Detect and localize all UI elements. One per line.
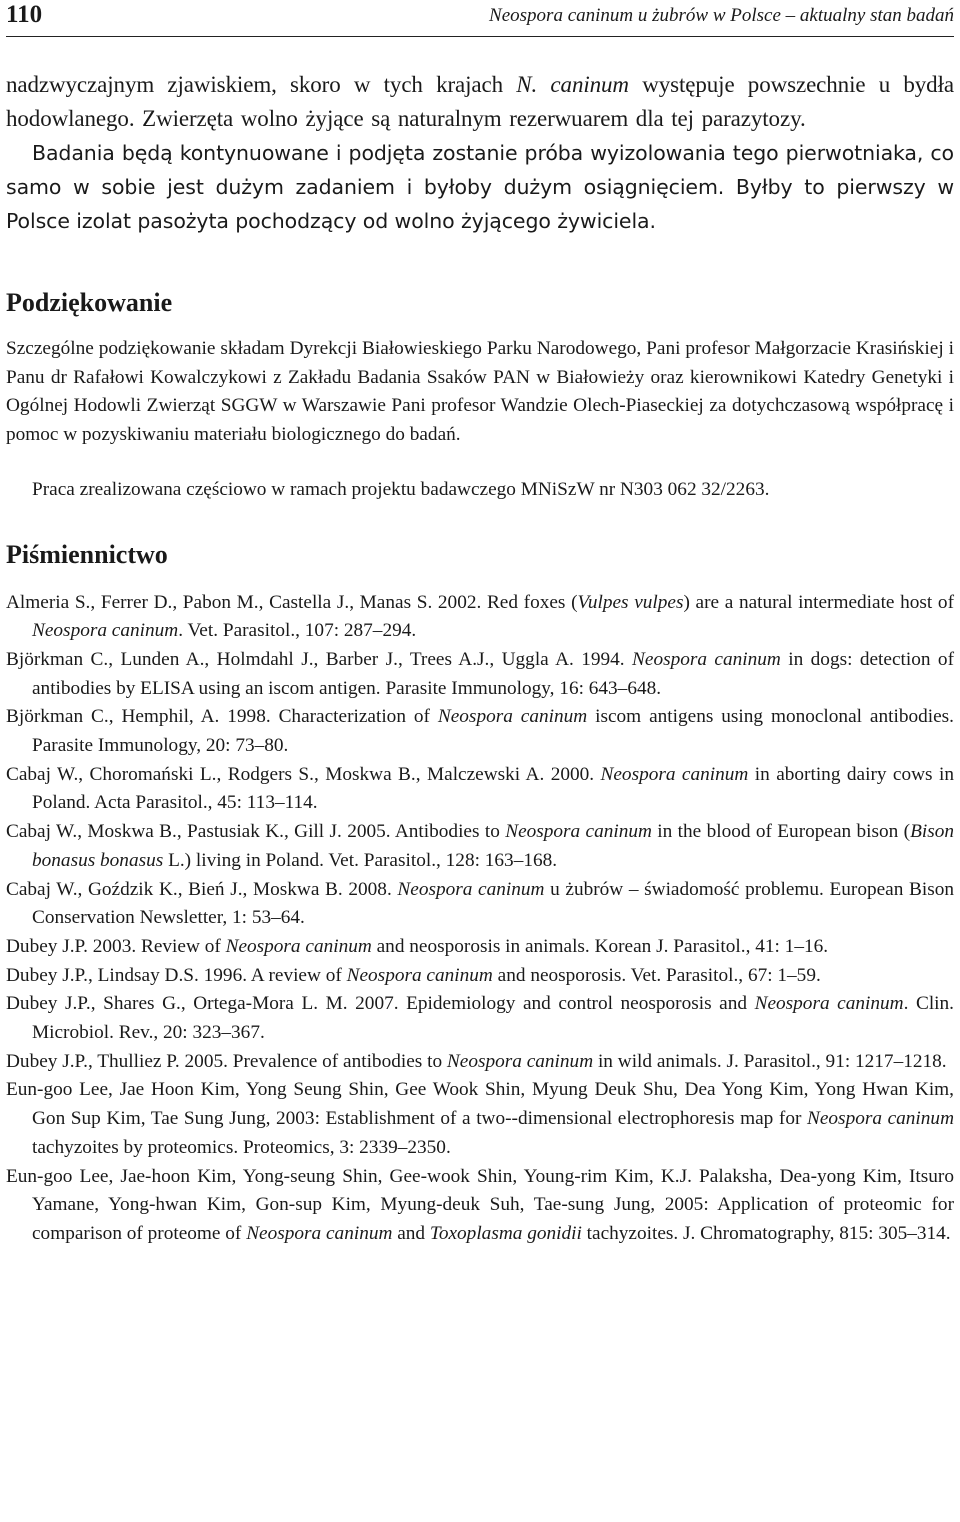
ref-italic: Neospora caninum [225,935,372,957]
ref-text: Dubey J.P., Lindsay D.S. 1996. A review of [6,964,347,986]
intro-text-1: nadzwyczajnym zjawiskiem, skoro w tych krajach [6,72,517,97]
ref-italic: Neospora caninum [505,821,652,843]
ref-italic: Neospora caninum [32,620,179,642]
ref-text: ) are a natural intermediate host of [683,591,954,613]
ref-text: Eun-goo Lee, Jae-hoon Kim, Yong-seung Shin, Gee-wook Shin, Young-rim Kim, K.J. Palaksha, Dea-yong Kim, Itsuro Yamane, Yong-hwan Kim, Gon-sup Kim, Myung-deuk Suh, Tae-sung Jung, 2005: Application of proteomic for comparison of proteome of [6,1165,954,1244]
ref-text: in dogs: detection of antibodies by ELISA using an iscom antigen. Parasite Immunology, 16: 643–648. [32,648,954,699]
ref-italic: Vulpes vulpes [577,591,684,613]
ref-italic: Neospora caninum [446,1050,594,1072]
running-title: Neospora caninum u żubrów w Polsce – aktualny stan badań [489,5,954,26]
ref-text: Cabaj W., Moskwa B., Pastusiak K., Gill J. 2005. Antibodies to [6,821,506,843]
reference-item [6,876,954,933]
reference-list [6,589,954,1249]
ref-text: . Clin. Microbiol. Rev., 20: 323–367. [32,993,954,1044]
intro-species-italic: N. caninum [516,72,629,97]
ref-italic: Neospora caninum [246,1222,393,1244]
ref-italic: Neospora caninum [754,993,904,1015]
ref-italic: Neospora caninum [600,763,749,785]
ref-text: Cabaj W., Goździk K., Bień J., Moskwa B. 2008. [6,878,398,900]
page-header [6,0,954,37]
ref-text: u żubrów – świadomość problemu. European Bison Conservation Newsletter, 1: 53–64. [32,878,955,929]
ref-text: iscom antigens using monoclonal antibodies. Parasite Immunology, 20: 73–80. [32,706,954,757]
reference-item [6,818,954,875]
ref-italic: Neospora caninum [632,648,781,670]
ref-text: Dubey J.P., Shares G., Ortega-Mora L. M. 2007. Epidemiology and control neosporosis and [6,993,755,1015]
reference-item [6,589,954,646]
ref-text: Dubey J.P. 2003. Review of [6,935,226,957]
ref-text: Almeria S., Ferrer D., Pabon M., Castella J., Manas S. 2002. Red foxes ( [6,591,578,613]
ref-italic: Bison bonasus bonasus [32,821,954,871]
ref-text: in the blood of European bison ( [651,821,911,843]
ref-text: L.) living in Poland. Vet. Parasitol., 128: 163–168. [163,849,558,871]
page-number: 110 [6,1,43,28]
reference-item [6,933,954,962]
reference-item [6,1048,954,1077]
acknowledgements-heading: Podziękowanie [6,288,173,317]
ref-italic: Toxoplasma gonidii [429,1222,582,1244]
ref-italic: Neospora caninum [397,878,545,900]
references-heading: Piśmiennictwo [6,539,168,569]
acknowledgements-text: Szczególne podziękowanie składam Dyrekcji Białowieskiego Parku Narodowego, Pani profesor Małgorzacie Krasińskiej i Panu dr Rafałowi Kowalczykowi z Zakładu Badania Ssaków PAN w Białowieży oraz kierownikowi Katedry Genetyki i Ogólnej Hodowli Zwierząt SGGW w Warszawie Pani profesor Wandzie Olech-Piaseckiej za dotychczasową współpracę i pomoc w pozyskiwaniu materiału biologicznego do badań. [6,338,954,446]
ref-text: and neosporosis. Vet. Parasitol., 67: 1–59. [492,964,821,986]
ref-text: Eun-goo Lee, Jae Hoon Kim, Yong Seung Shin, Gee Wook Shin, Myung Deuk Shu, Dea Yong Kim, Yong Hwan Kim, Gon Sup Kim, Tae Sung Jung, 2003: Establishment of a two--dimensional electrophoresis map for [6,1079,954,1130]
ref-text: tachyzoites by proteomics. Proteomics, 3: 2339–2350. [32,1136,451,1158]
ref-text: Björkman C., Hemphil, A. 1998. Characterization of [6,706,438,728]
ref-text: and neosporosis in animals. Korean J. Parasitol., 41: 1–16. [371,935,829,957]
ref-text: Dubey J.P., Thulliez P. 2005. Prevalence of antibodies to [6,1050,447,1072]
ref-text: tachyzoites. J. Chromatography, 815: 305–314. [581,1222,951,1244]
intro-paragraph [6,68,954,238]
reference-item [6,761,954,818]
intro-serif-part [6,72,954,131]
ref-text: in wild animals. J. Parasitol., 91: 1217–1218. [593,1050,947,1072]
reference-item [6,646,954,703]
funding-note: Praca zrealizowana częściowo w ramach projektu badawczego MNiSzW nr N303 062 32/2263. [32,478,770,500]
ref-italic: Neospora caninum [807,1108,954,1130]
ref-italic: Neospora caninum [346,964,493,986]
ref-text: . Vet. Parasitol., 107: 287–294. [178,620,417,642]
ref-italic: Neospora caninum [437,706,588,728]
reference-item [6,990,954,1047]
intro-text-2: występuje powszechnie u bydła hodowlanego. Zwierzęta wolno żyjące są naturalnym rezerwuarem dla tej parazytozy. [6,72,954,131]
reference-item [6,1163,954,1249]
reference-item [6,703,954,760]
reference-item [6,962,954,991]
ref-text: in aborting dairy cows in Poland. Acta Parasitol., 45: 113–114. [32,763,954,814]
ref-text: Cabaj W., Choromański L., Rodgers S., Moskwa B., Malczewski A. 2000. [6,763,601,785]
ref-text: Björkman C., Lunden A., Holmdahl J., Barber J., Trees A.J., Uggla A. 1994. [6,648,633,670]
reference-item [6,1076,954,1162]
page-content [6,68,954,1249]
intro-sans-part: Badania będą kontynuowane i podjęta zostanie próba wyizolowania tego pierwotniaka, co samo w sobie jest dużym zadaniem i byłoby dużym osiągnięciem. Byłby to pierwszy w Polsce izolat pasożyta pochodzący od wolno żyjącego żywiciela. [6,141,954,233]
ref-text: and [392,1222,430,1244]
